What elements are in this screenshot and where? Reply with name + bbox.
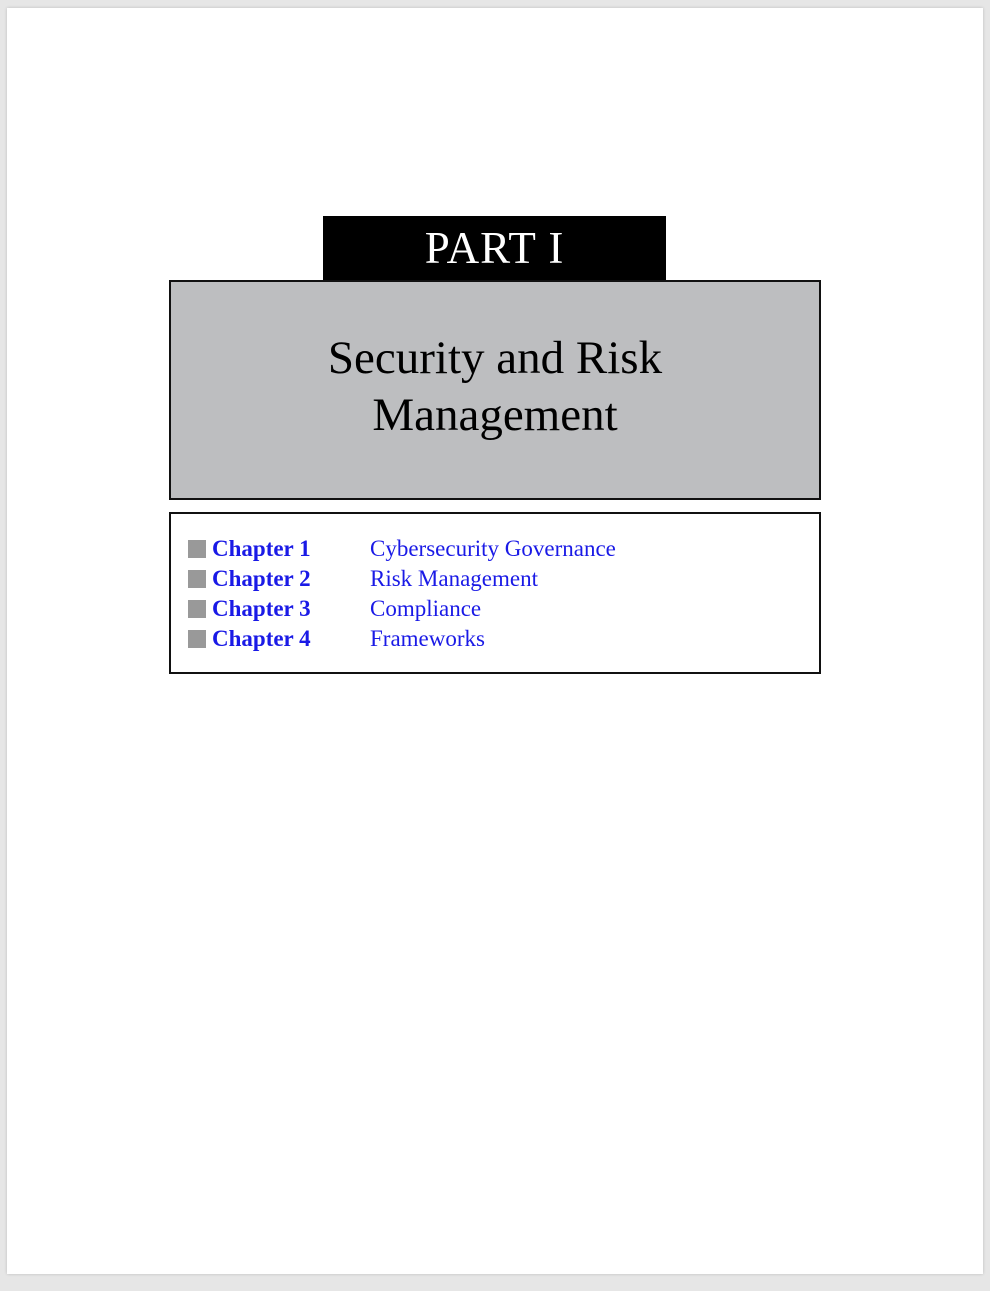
square-bullet-icon — [188, 600, 206, 618]
part-label: PART I — [323, 216, 666, 280]
chapter-link-3[interactable] — [188, 594, 616, 624]
document-page — [7, 8, 983, 1274]
chapter-link-2[interactable] — [188, 564, 616, 594]
chapter-title: Compliance — [370, 596, 482, 621]
square-bullet-icon — [188, 630, 206, 648]
chapter-number: Chapter 2 — [212, 566, 311, 591]
chapter-list — [188, 534, 616, 654]
chapter-list-box — [169, 512, 821, 674]
chapter-number: Chapter 1 — [212, 536, 311, 561]
square-bullet-icon — [188, 570, 206, 588]
chapter-link-1[interactable] — [188, 534, 616, 564]
part-title-line-1: Security and Risk — [327, 332, 663, 384]
chapter-link-4[interactable] — [188, 624, 616, 654]
chapter-number: Chapter 3 — [212, 596, 311, 621]
chapter-title: Cybersecurity Governance — [370, 536, 616, 561]
part-title-line-2: Management — [372, 389, 618, 441]
part-title — [171, 330, 819, 444]
chapter-title: Risk Management — [370, 566, 538, 591]
part-title-box — [169, 280, 821, 500]
chapter-number: Chapter 4 — [212, 626, 311, 651]
square-bullet-icon — [188, 540, 206, 558]
chapter-title: Frameworks — [370, 626, 485, 651]
